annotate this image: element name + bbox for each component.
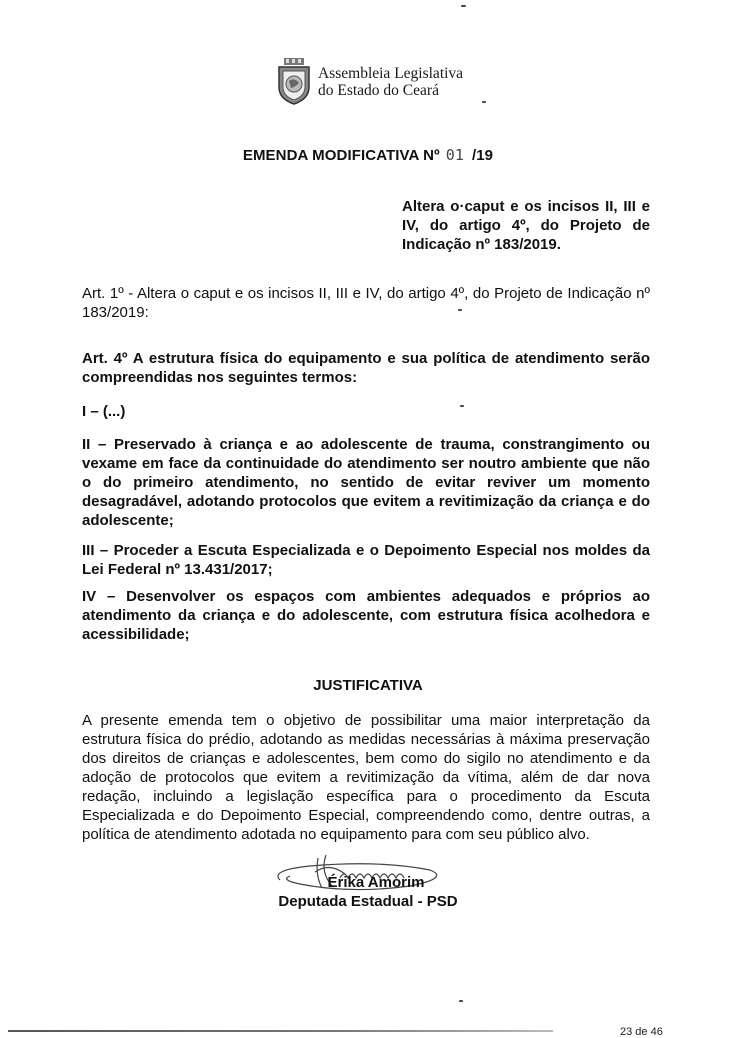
footer-rule [8, 1030, 553, 1032]
scan-speck [461, 5, 466, 7]
justificativa-text: A presente emenda tem o objetivo de possibilitar uma maior interpretação da estrutura física do prédio, adotando as medidas necessárias à máxima preservação dos direitos de crianças e adolescentes, bem como do sigilo no atendimento e da adoção de protocolos que evitem a revitimização da vítima, além de dar nova redação, incluindo a legislação específica para o procedimento da Escuta Especializada e do Depoimento Especial, compreendendo como, dentre outras, a política de atendimento adotada no equipamento para com seu público alvo. [82, 712, 650, 843]
institution-name [318, 65, 463, 99]
scan-speck [482, 101, 486, 103]
ementa: Altera o·caput e os incisos II, III e IV, do artigo 4º, do Projeto de Indicação nº 183/2019. [402, 198, 650, 253]
document-title [0, 146, 736, 164]
inciso-i: I – (...) [82, 403, 126, 420]
page-indicator: 23 de 46 [620, 1026, 663, 1038]
title-suffix: /19 [471, 147, 494, 164]
inciso-ii: II – Preservado à criança e ao adolescente de trauma, constrangimento ou vexame em face da continuidade do atendimento ser noutro ambiente que não o do primeiro atendimento, no sentido de evitar reviver um momento desagradável, adotando protocolos que evitem a revitimização da criança e do adolescente; [82, 436, 650, 529]
institution-line-1: Assembleia Legislativa [318, 65, 464, 82]
inciso-iii: III – Proceder a Escuta Especializada e o Depoimento Especial nos moldes da Lei Federal nº 13.431/2017; [82, 542, 650, 578]
signatory-name: Érika Amorim [327, 874, 425, 891]
handwritten-number: 01 [445, 146, 464, 164]
scan-speck [459, 1000, 463, 1002]
institution-line-2: do Estado do Ceará [318, 82, 439, 99]
title-prefix: EMENDA MODIFICATIVA Nº [242, 147, 440, 164]
state-crest-icon [275, 57, 313, 105]
justificativa-heading: JUSTIFICATIVA [313, 677, 423, 694]
signatory-role: Deputada Estadual - PSD [278, 893, 458, 910]
article-4-intro: Art. 4º A estrutura física do equipamento e sua política de atendimento serão compreendidas nos seguintes termos: [82, 350, 650, 386]
article-1: Art. 1º - Altera o caput e os incisos II, III e IV, do artigo 4º, do Projeto de Indicação nº 183/2019: [82, 285, 650, 321]
inciso-iv: IV – Desenvolver os espaços com ambientes adequados e próprios ao atendimento da criança e do adolescente, com estrutura física acolhedora e acessibilidade; [82, 588, 650, 643]
